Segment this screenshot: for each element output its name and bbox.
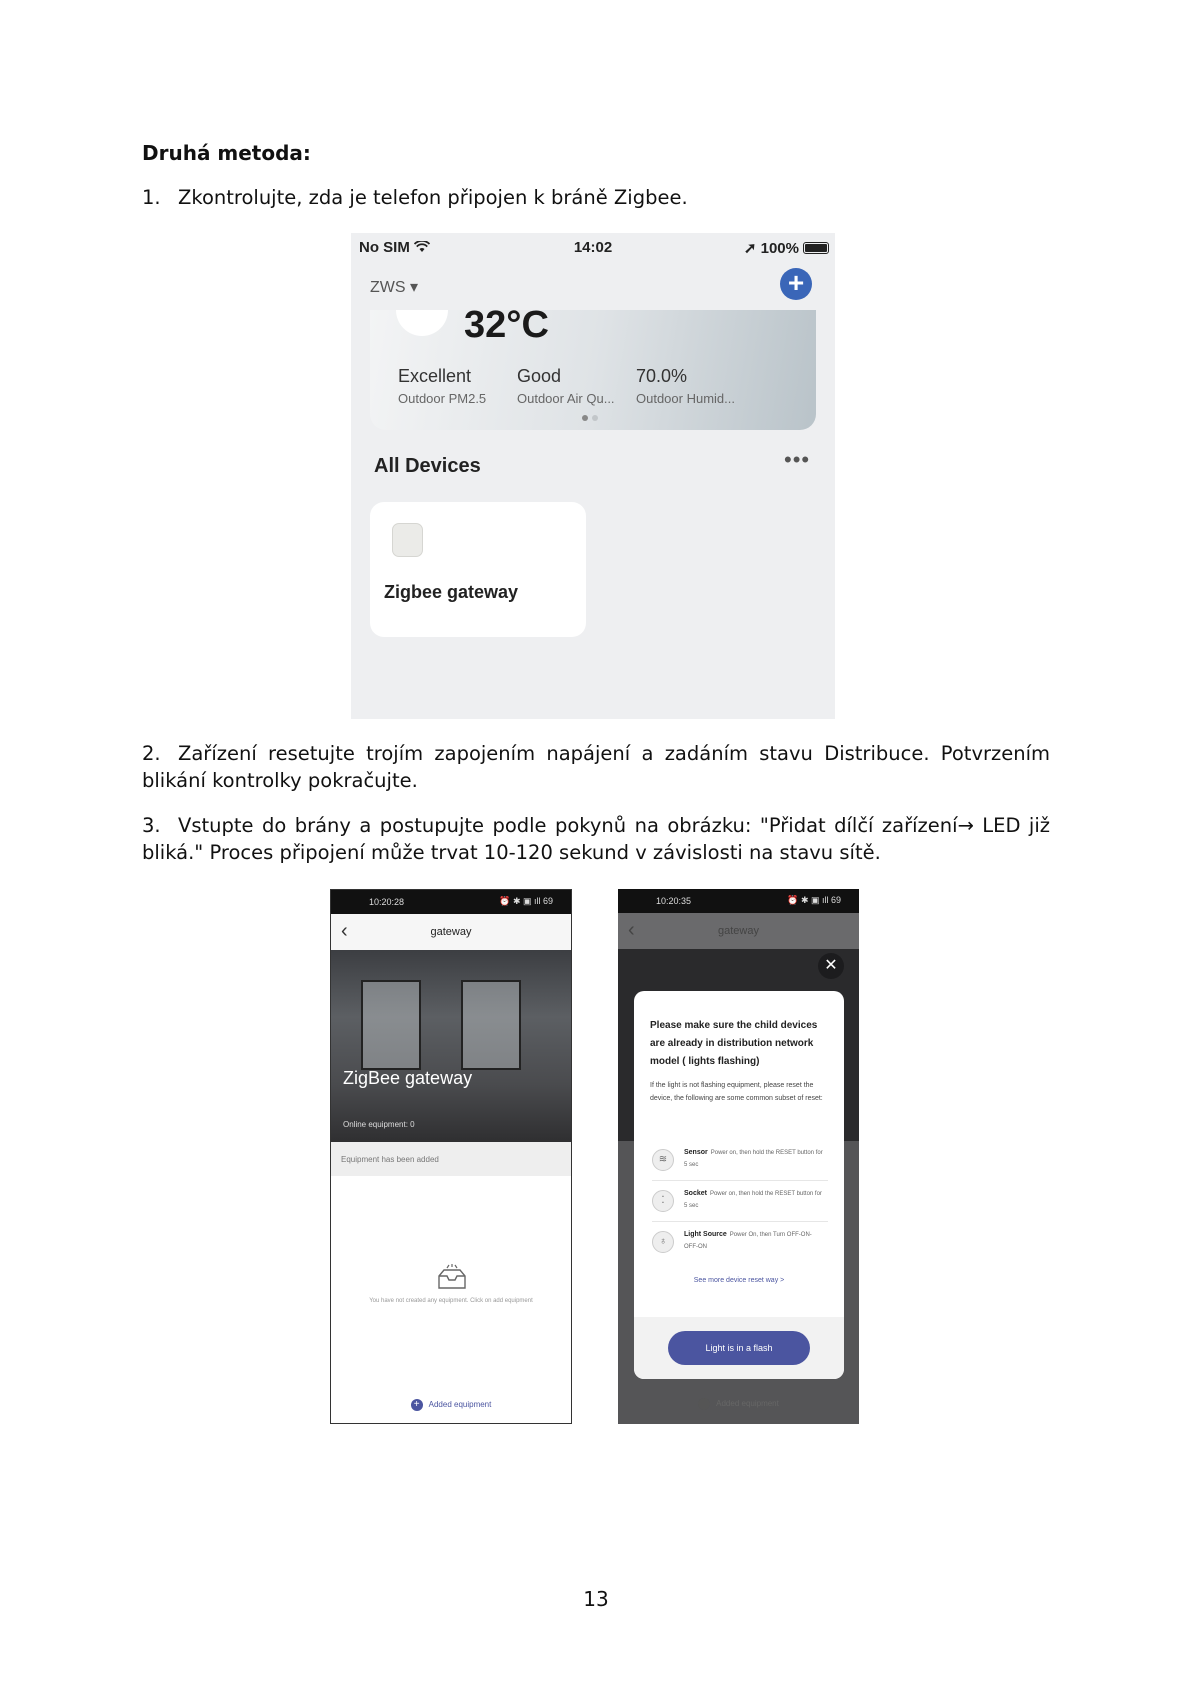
modal-footer: [634, 1317, 844, 1379]
added-equipment-label: Added equipment: [716, 1399, 779, 1409]
section-title: All Devices: [374, 455, 481, 477]
metric-air-quality: [517, 366, 615, 406]
step-2: [142, 740, 1050, 794]
plus-circle-icon: [698, 1398, 710, 1410]
close-icon[interactable]: ✕: [818, 953, 844, 979]
step-3-text: Vstupte do brány a postupujte podle pokynů na obrázku: "Přidat dílčí zařízení→ LED již bliká." Proces připojení může trvat 10-120 sekund v závislosti na stavu sítě.: [142, 814, 1050, 864]
screenshot-gateway-page: [330, 889, 572, 1424]
home-selector[interactable]: ZWS ▾: [370, 279, 419, 296]
empty-message: You have not created any equipment. Click on add equipment: [369, 1298, 533, 1304]
carousel-dot-active: [582, 415, 588, 421]
modal-description: If the light is not flashing equipment, please reset the device, the following are some common subset of reset:: [650, 1082, 823, 1102]
status-time: 10:20:35: [656, 896, 692, 906]
back-icon: ‹: [628, 919, 635, 941]
carousel-dots: [582, 408, 602, 426]
carrier-label: No SIM: [359, 239, 410, 256]
online-equipment: Online equipment: 0: [343, 1120, 415, 1129]
item-text: [684, 1147, 824, 1171]
battery-text: 100%: [760, 240, 799, 257]
window-shape: [461, 980, 521, 1070]
phone-status-bar: [331, 890, 571, 914]
window-shape: [361, 980, 421, 1070]
metric-label: Outdoor Air Qu...: [517, 391, 615, 406]
item-desc: Power on, then hold the RESET button for 5 sec: [684, 1150, 823, 1168]
item-name: Socket: [684, 1190, 707, 1197]
status-icons: ⏰ ✱ ▣ ıll 69: [499, 896, 553, 906]
added-equipment-label: Added equipment: [428, 1400, 492, 1410]
screenshot-home-app: [351, 233, 835, 719]
temperature: 32°C: [464, 310, 549, 346]
gateway-icon: [392, 523, 423, 557]
status-battery-level: ➚ 100%: [743, 240, 799, 257]
step-2-number: 2.: [142, 742, 161, 765]
dimmed-nav-bar: [618, 913, 859, 949]
item-name: Light Source: [684, 1231, 727, 1238]
more-icon[interactable]: •••: [784, 447, 811, 472]
step-2-text: Zařízení resetujte trojím zapojením napájení a zadáním stavu Distribuce. Potvrzením blikání kontrolky pokračujte.: [142, 742, 1050, 792]
item-desc: Power On, then Turn OFF-ON-OFF-ON: [684, 1232, 812, 1250]
strip-text: Equipment has been added: [341, 1155, 439, 1164]
added-equipment-button[interactable]: [331, 1399, 571, 1411]
metric-label: Outdoor Humid...: [636, 391, 735, 406]
back-icon[interactable]: ‹: [341, 920, 348, 942]
nav-title: gateway: [718, 925, 759, 937]
item-text: [684, 1229, 824, 1253]
step-1-number: 1.: [142, 186, 161, 209]
socket-icon: ⁚: [652, 1190, 674, 1212]
reset-item-socket: [652, 1184, 828, 1222]
step-3: [142, 812, 1050, 866]
dimmed-added-equipment: [618, 1398, 859, 1410]
page-heading: Druhá metoda:: [142, 141, 311, 165]
status-icons: ⏰ ✱ ▣ ıll 69: [787, 895, 841, 905]
modal-title: Please make sure the child devices are already in distribution network model ( lights flashing): [650, 1020, 818, 1067]
status-time: 14:02: [573, 239, 613, 256]
item-name: Sensor: [684, 1149, 708, 1156]
metric-humidity: [636, 366, 735, 406]
metric-value: Good: [517, 366, 562, 386]
carousel-dot: [592, 415, 598, 421]
nav-title: gateway: [430, 926, 472, 938]
step-1-text: Zkontrolujte, zda je telefon připojen k bráně Zigbee.: [178, 186, 688, 209]
status-time: 10:20:28: [369, 897, 405, 907]
hero-title: ZigBee gateway: [343, 1068, 473, 1088]
item-text: [684, 1188, 824, 1212]
cloud-icon: [396, 310, 448, 336]
metric-value: 70.0%: [636, 366, 688, 386]
metric-pm25: [398, 366, 486, 406]
metric-value: Excellent: [398, 366, 472, 386]
sensor-icon: ≋: [652, 1149, 674, 1171]
reset-item-light: [652, 1225, 828, 1263]
plus-icon: +: [787, 267, 805, 298]
metric-label: Outdoor PM2.5: [398, 391, 487, 406]
item-desc: Power on, then hold the RESET button for 5 sec: [684, 1191, 822, 1209]
reset-item-sensor: [652, 1143, 828, 1181]
screenshot-reset-modal: [618, 889, 859, 1424]
phone-status-bar: [618, 889, 859, 913]
step-1: [142, 184, 1050, 211]
device-name: Zigbee gateway: [384, 582, 519, 602]
plus-circle-icon: +: [411, 1399, 423, 1411]
add-device-button[interactable]: [780, 268, 812, 300]
gateway-hero-image: [331, 950, 571, 1142]
light-flashing-button[interactable]: Light is in a flash: [668, 1331, 810, 1365]
bulb-icon: ♁: [652, 1231, 674, 1253]
page-number: 13: [583, 1587, 609, 1611]
see-more-link[interactable]: See more device reset way >: [693, 1277, 785, 1284]
equipment-strip: [331, 1142, 571, 1176]
step-3-number: 3.: [142, 814, 161, 837]
empty-inbox-icon: [435, 1264, 469, 1290]
battery-icon: [803, 242, 829, 254]
reset-instructions-modal: [634, 991, 844, 1379]
nav-bar: [331, 914, 571, 950]
weather-card[interactable]: [370, 310, 816, 430]
device-card-zigbee-gateway[interactable]: [370, 502, 586, 637]
